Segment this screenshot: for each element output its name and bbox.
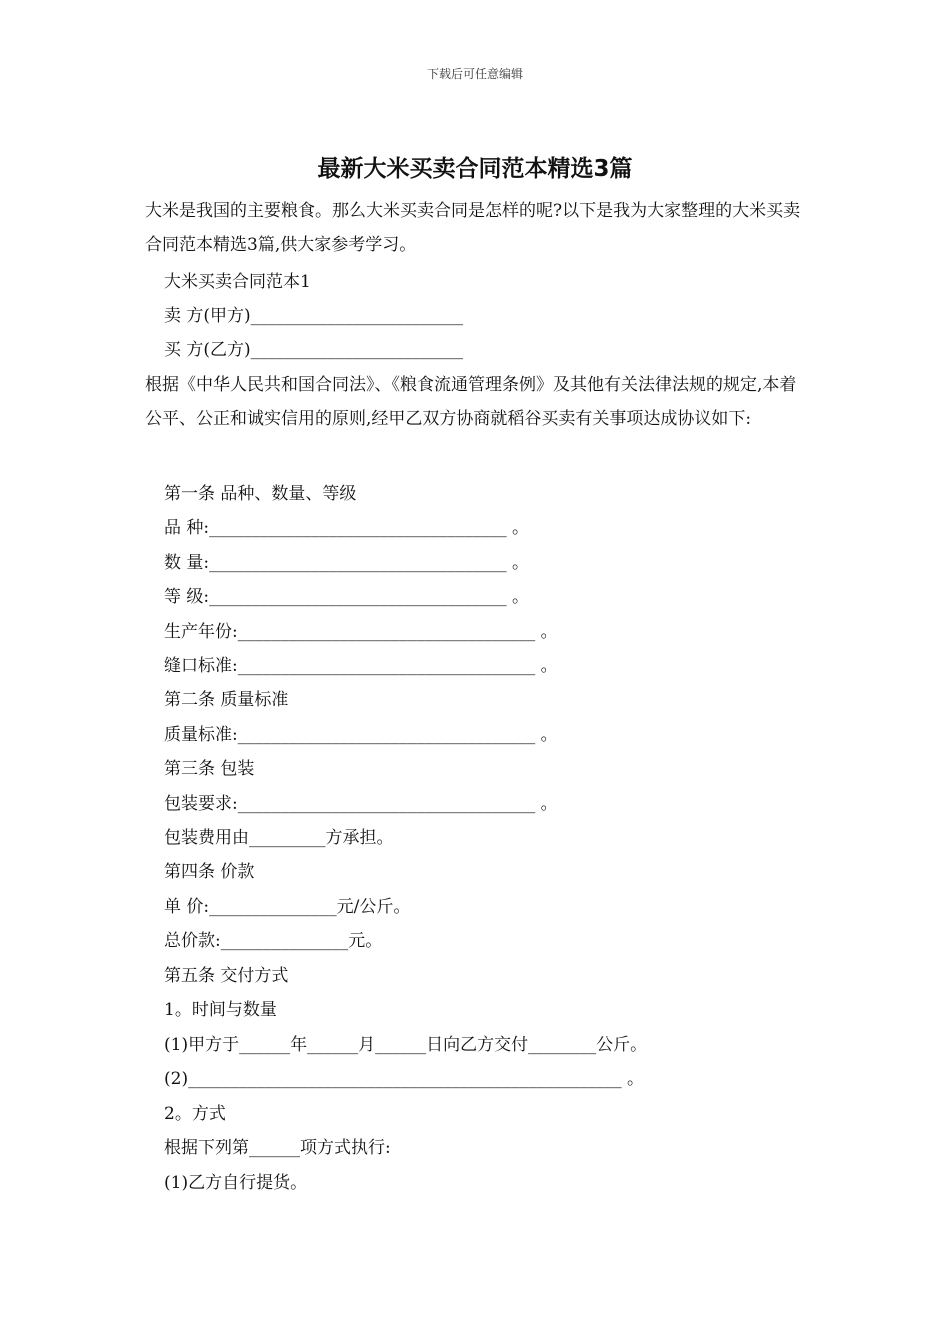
- production-year-field: 生产年份:___________________________________ 。: [164, 622, 558, 642]
- article-3-heading: 第三条 包装: [164, 759, 255, 779]
- unit-price-field: 单 价:_______________元/公斤。: [164, 897, 411, 917]
- article-1-heading: 第一条 品种、数量、等级: [164, 484, 357, 504]
- buyer-line: 买 方(乙方)_________________________: [164, 340, 464, 360]
- contract-1-heading: 大米买卖合同范本1: [164, 272, 311, 292]
- seller-line: 卖 方(甲方)_________________________: [164, 306, 464, 326]
- seam-standard-field: 缝口标准:___________________________________ 。: [164, 656, 558, 676]
- variety-field: 品 种:___________________________________ 。: [164, 518, 530, 538]
- intro-paragraph: 大米是我国的主要粮食。那么大米买卖合同是怎样的呢?以下是我为大家整理的大米买卖合同范本精选3篇,供大家参考学习。: [145, 201, 801, 255]
- packaging-requirement-field: 包装要求:___________________________________ 。: [164, 794, 558, 814]
- delivery-date-field: (1)甲方于______年______月______日向乙方交付________公斤。: [164, 1035, 648, 1055]
- self-pickup-option: (1)乙方自行提货。: [164, 1173, 308, 1193]
- total-price-field: 总价款:_______________元。: [164, 931, 383, 951]
- article-4-heading: 第四条 价款: [164, 862, 255, 882]
- time-quantity-heading: 1。时间与数量: [164, 1000, 277, 1020]
- grade-field: 等 级:___________________________________ 。: [164, 587, 530, 607]
- delivery-item-2-field: (2)___________________________________________________ 。: [164, 1069, 644, 1089]
- header-note: 下载后可任意编辑: [426, 67, 523, 81]
- article-2-heading: 第二条 质量标准: [164, 690, 289, 710]
- method-heading: 2。方式: [164, 1104, 226, 1124]
- quantity-field: 数 量:___________________________________ 。: [164, 553, 530, 573]
- legal-basis-paragraph: 根据《中华人民共和国合同法》、《粮食流通管理条例》及其他有关法律法规的规定,本着公平、公正和诚实信用的原则,经甲乙双方协商就稻谷买卖有关事项达成协议如下:: [145, 375, 797, 429]
- method-choice-field: 根据下列第______项方式执行:: [164, 1138, 391, 1158]
- quality-standard-field: 质量标准:___________________________________ 。: [164, 725, 558, 745]
- article-5-heading: 第五条 交付方式: [164, 966, 289, 986]
- packaging-cost-field: 包装费用由_________方承担。: [164, 828, 394, 848]
- document-title: 最新大米买卖合同范本精选3篇: [317, 156, 633, 182]
